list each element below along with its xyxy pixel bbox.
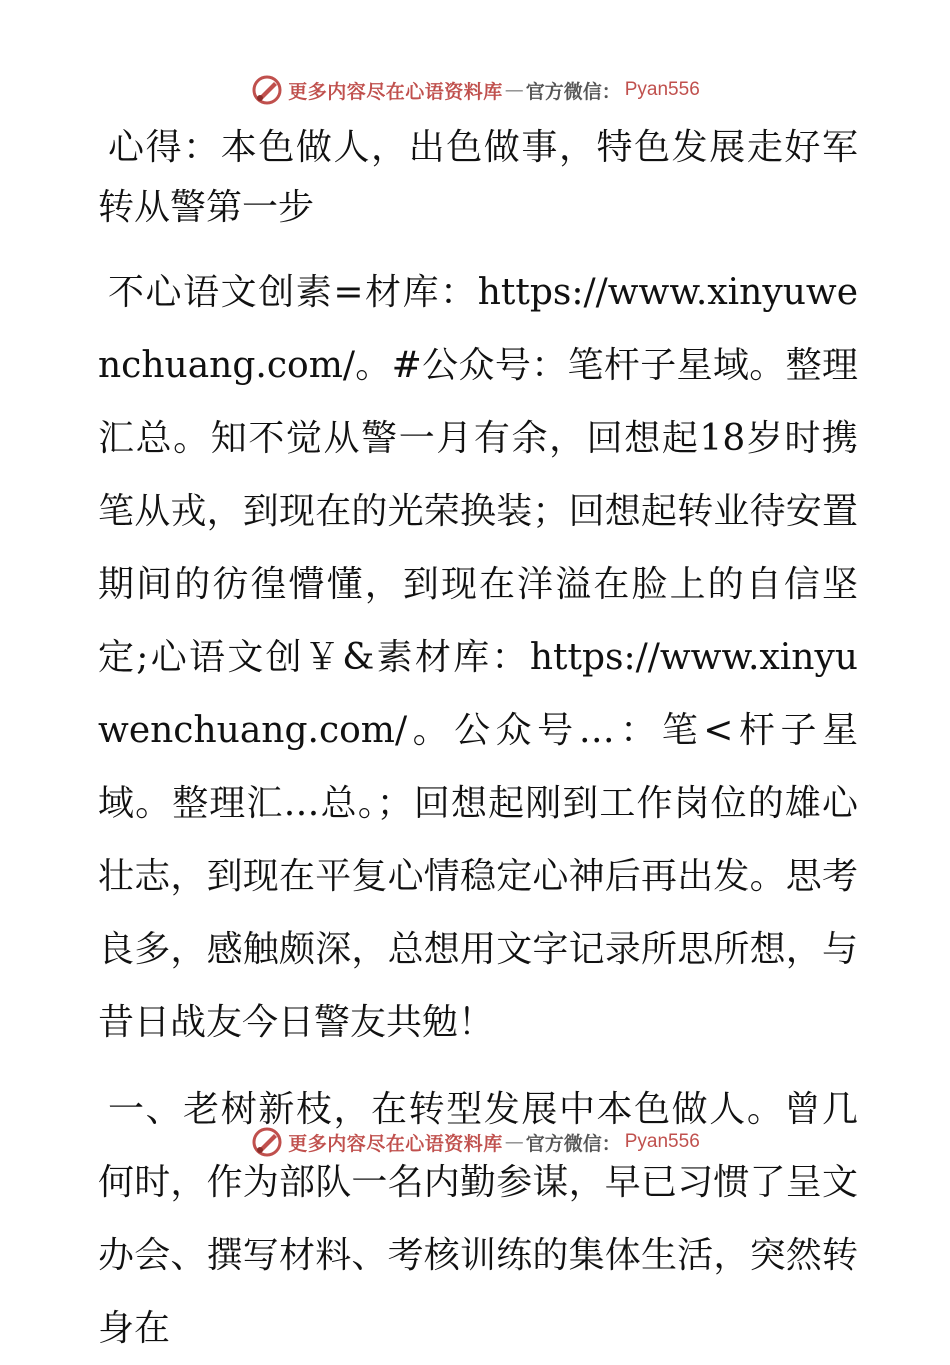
banner-title: 更多内容尽在心语资料库 <box>288 1132 503 1155</box>
brush-logo-icon <box>250 1125 284 1159</box>
brush-logo-icon <box>250 73 284 107</box>
banner-handle: Pyan556 <box>624 1131 700 1152</box>
banner-wechat-label: 官方微信： <box>525 1132 621 1155</box>
document-body <box>98 118 858 1365</box>
banner-handle: Pyan556 <box>624 79 700 100</box>
footer-banner <box>0 1124 950 1160</box>
banner-title: 更多内容尽在心语资料库 <box>288 80 503 103</box>
banner-wechat-label: 官方微信： <box>525 80 621 103</box>
banner-separator: — <box>504 1131 524 1153</box>
paragraph-2: 一、老树新枝，在转型发展中本色做人。曾几何时，作为部队一名内勤参谋，早已习惯了呈文办会、撰写材料、考核训练的集体生活，突然转身在 <box>98 1089 858 1349</box>
header-banner <box>0 72 950 108</box>
banner-separator: — <box>504 79 524 101</box>
document-title: 心得：本色做人，出色做事，特色发展走好军转从警第一步 <box>98 127 858 228</box>
paragraph-1: 不心语文创素=材库：https://www.xinyuwenchuang.com/。#公众号：笔杆子星域。整理汇总。知不觉从警一月有余，回想起18岁时携笔从戎，到现在的光荣换装；回想起转业待安置期间的彷徨懵懂，到现在洋溢在脸上的自信坚定;心语文创￥&素材库：https://www.xinyuwenchuang.com/。公众号…：笔<杆子星域。整理汇…总。；回想起刚到工作岗位的雄心壮志，到现在平复心情稳定心神后再出发。思考良多，感触颇深，总想用文字记录所思所想，与昔日战友今日警友共勉！ <box>98 272 858 1043</box>
